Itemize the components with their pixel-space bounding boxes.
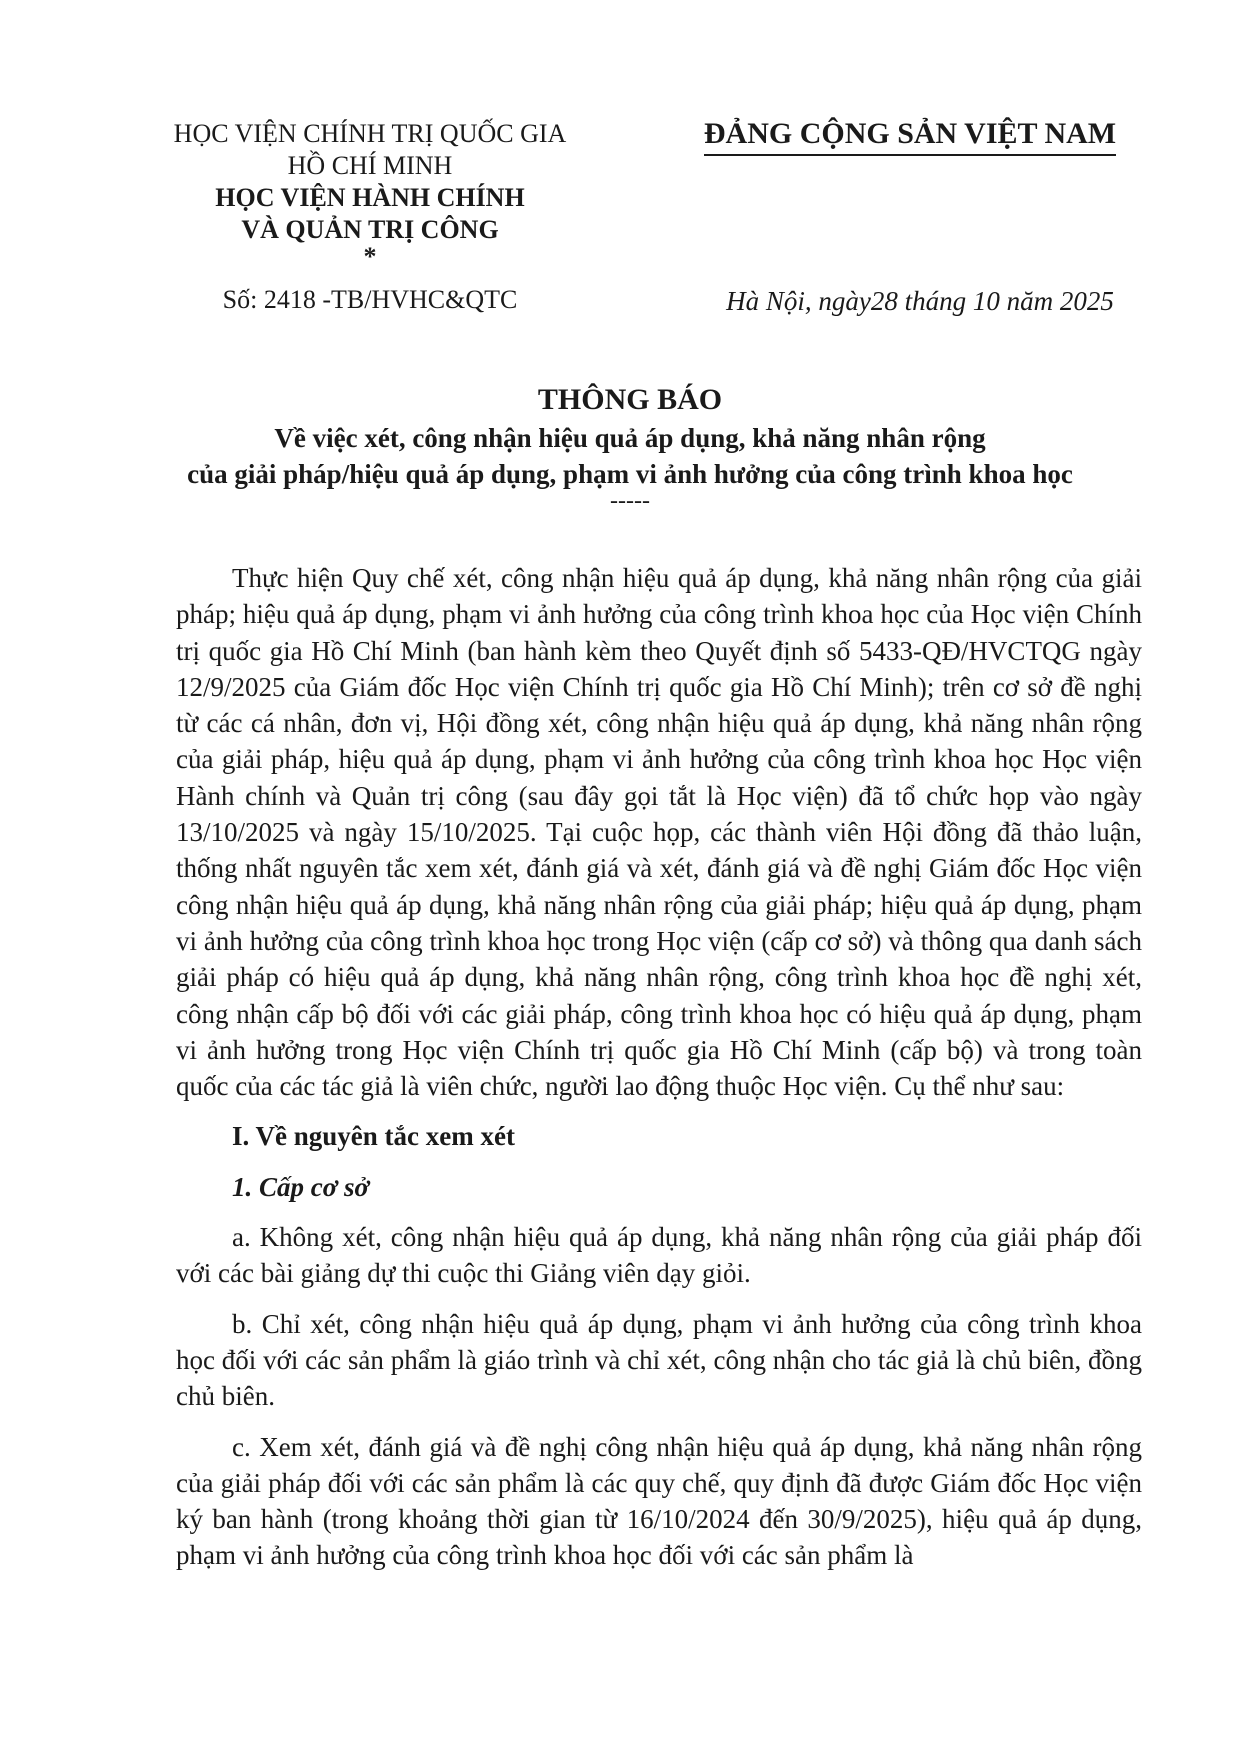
subsection-heading: 1. Cấp cơ sở: [232, 1171, 369, 1202]
title-block: [130, 380, 1130, 514]
item-b-paragraph: b. Chỉ xét, công nhận hiệu quả áp dụng, phạm vi ảnh hưởng của công trình khoa học đối với các sản phẩm là giáo trình và chỉ xét, công nhận cho tác giả là chủ biên, đồng chủ biên.: [176, 1308, 1142, 1412]
document-subtitle-line2: của giải pháp/hiệu quả áp dụng, phạm vi ảnh hưởng của công trình khoa học: [187, 459, 1073, 489]
title-separator: -----: [610, 488, 650, 514]
issuing-agency-block: [140, 118, 600, 316]
section-heading: I. Về nguyên tắc xem xét: [232, 1121, 515, 1152]
intro-paragraph: Thực hiện Quy chế xét, công nhận hiệu quả áp dụng, khả năng nhân rộng của giải pháp; hiệu quả áp dụng, phạm vi ảnh hưởng của công trình khoa học của Học viện Chính trị quốc gia Hồ Chí Minh (ban hành kèm theo Quyết định số 5433-QĐ/HVCTQG ngày 12/9/2025 của Giám đốc Học viện Chính trị quốc gia Hồ Chí Minh); trên cơ sở đề nghị từ các cá nhân, đơn vị, Hội đồng xét, công nhận hiệu quả áp dụng, khả năng nhân rộng của giải pháp, hiệu quả áp dụng, phạm vi ảnh hưởng của công trình khoa học Học viện Hành chính và Quản trị công (sau đây gọi tắt là Học viện) đã tổ chức họp vào ngày 13/10/2025 và ngày 15/10/2025. Tại cuộc họp, các thành viên Hội đồng đã thảo luận, thống nhất nguyên tắc xem xét, đánh giá và xét, đánh giá và đề nghị Giám đốc Học viện công nhận hiệu quả áp dụng, khả năng nhân rộng của giải pháp; hiệu quả áp dụng, phạm vi ảnh hưởng của công trình khoa học trong Học viện (cấp cơ sở) và thông qua danh sách giải pháp có hiệu quả áp dụng, khả năng nhân rộng, công trình khoa học đề nghị xét, công nhận cấp bộ đối với các giải pháp, công trình khoa học có hiệu quả áp dụng, phạm vi ảnh hưởng trong Học viện Chính trị quốc gia Hồ Chí Minh (cấp bộ) và trong toàn quốc của các tác giả là viên chức, người lao động thuộc Học viện. Cụ thể như sau:: [176, 563, 1142, 1102]
party-header: [680, 116, 1140, 156]
agency-name-line2: VÀ QUẢN TRỊ CÔNG: [241, 215, 499, 244]
party-name: ĐẢNG CỘNG SẢN VIỆT NAM: [704, 116, 1116, 156]
document-body: [176, 560, 1142, 1574]
item-c-paragraph: c. Xem xét, đánh giá và đề nghị công nhận hiệu quả áp dụng, khả năng nhân rộng của giải pháp đối với các sản phẩm là các quy chế, quy định đã được Giám đốc Học viện ký ban hành (trong khoảng thời gian từ 16/10/2024 đến 30/9/2025), hiệu quả áp dụng, phạm vi ảnh hưởng của công trình khoa học đối với các sản phẩm là: [176, 1431, 1142, 1571]
item-a-paragraph: a. Không xét, công nhận hiệu quả áp dụng, khả năng nhân rộng của giải pháp đối với các bài giảng dự thi cuộc thi Giảng viên dạy giỏi.: [176, 1222, 1142, 1289]
agency-name-line1: HỌC VIỆN HÀNH CHÍNH: [215, 183, 525, 212]
document-date: Hà Nội, ngày28 tháng 10 năm 2025: [726, 286, 1114, 316]
document-title: THÔNG BÁO: [537, 383, 723, 416]
agency-parent-line2: HỒ CHÍ MINH: [287, 151, 453, 180]
agency-parent-line1: HỌC VIỆN CHÍNH TRỊ QUỐC GIA: [173, 119, 567, 148]
document-subtitle-line1: Về việc xét, công nhận hiệu quả áp dụng, khả năng nhân rộng: [274, 423, 986, 453]
agency-star: *: [363, 242, 377, 271]
document-number: Số: 2418 -TB/HVHC&QTC: [222, 285, 518, 314]
